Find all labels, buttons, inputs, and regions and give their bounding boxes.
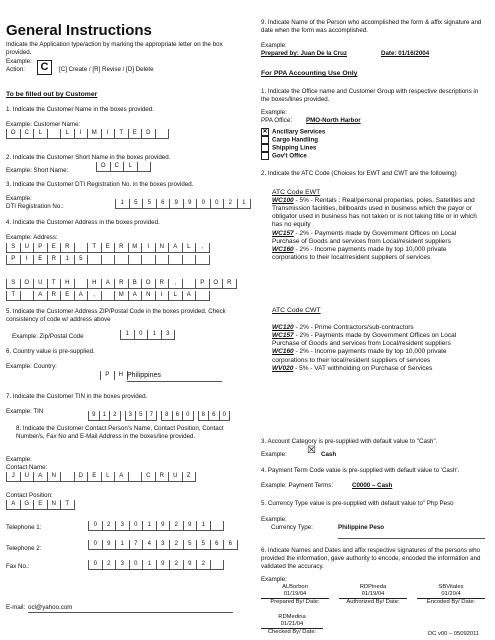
signature-date: 01/20/4	[417, 591, 485, 599]
ppa-step5: 5. Currency Type value is pre-supplied with default value to" Php Peso	[261, 500, 454, 507]
atc-code-item	[272, 324, 484, 332]
char-box: ,	[196, 243, 210, 252]
char-box: 9	[170, 199, 184, 208]
atc-description: - 5% - VAT withholding on Purchase of Services	[293, 364, 433, 372]
char-box: A	[34, 472, 48, 481]
char-box: S	[6, 279, 21, 288]
country-code-boxes	[100, 371, 128, 380]
atc-description: - 2% - Income payments made by top 10,000 private corporations to their local/resident suppliers of services	[272, 348, 447, 364]
char-box: A	[115, 472, 129, 481]
char-box: 3	[162, 330, 176, 339]
char-box: 9	[103, 540, 117, 549]
atc-description: - 2% - Prime Contractors/sub-contractors	[293, 324, 414, 331]
char-box	[156, 129, 170, 138]
char-box: T	[115, 129, 129, 138]
atc-code: WV020	[272, 364, 294, 372]
char-box: R	[156, 279, 170, 288]
char-box: C	[111, 162, 125, 171]
char-box	[115, 255, 129, 264]
char-box: O	[210, 279, 224, 288]
atc-code-item	[272, 365, 484, 373]
char-box: E	[88, 472, 102, 481]
char-box: A	[34, 291, 48, 300]
char-box: 3	[116, 521, 130, 530]
tin-boxes	[88, 411, 230, 421]
step6-text: 6. Country value is pre-supplied.	[6, 348, 95, 355]
char-box: U	[169, 472, 183, 481]
ppa-step4: 4. Payment Term Code value is pre-supplied with default value to 'Cash'.	[261, 467, 460, 474]
step8-example: Example:	[6, 456, 32, 463]
char-box	[75, 279, 89, 288]
ppa-step5-value: Philippine Peso	[338, 524, 485, 539]
char-box: 1	[120, 330, 135, 339]
atc-code-item	[272, 332, 484, 348]
char-box: R	[48, 291, 62, 300]
char-box: A	[6, 500, 21, 509]
step9-prepared: Prepared by: Juan De la Cruz	[261, 50, 347, 57]
dti-boxes	[115, 199, 251, 209]
signature-role: Prepared By/ Date:	[270, 599, 320, 606]
char-box	[138, 162, 152, 171]
ppa-office-label: PPA Office:	[261, 117, 293, 124]
step6-label: Example: Country:	[6, 363, 57, 370]
customer-group-label: Shipping Lines	[272, 144, 317, 152]
signature-date: 01/21/04	[261, 621, 323, 629]
ppa-heading: For PPA Accounting Use Only	[261, 70, 358, 77]
step7-label: Example: TIN	[6, 408, 44, 415]
char-box	[196, 291, 210, 300]
char-box: P	[100, 371, 115, 380]
char-box: 0	[183, 411, 194, 420]
signature-role: Encoded By/ Date:	[426, 599, 476, 606]
char-box: 6	[157, 199, 171, 208]
char-box: L	[61, 129, 75, 138]
atc-code-item	[272, 348, 484, 364]
char-box: N	[48, 472, 62, 481]
char-box: A	[75, 291, 89, 300]
char-box: L	[34, 129, 48, 138]
char-box: O	[96, 162, 111, 171]
ppa-step4-value: C0000 – Cash	[352, 482, 393, 489]
char-box	[169, 255, 183, 264]
ppa-step6-example: Example:	[261, 576, 287, 583]
char-box: R	[223, 279, 237, 288]
char-box: 7	[147, 411, 158, 420]
char-box: 8	[161, 411, 173, 420]
atc-code: WC100	[272, 197, 294, 204]
char-box: U	[34, 279, 48, 288]
customer-group-label: Gov't Office	[272, 152, 307, 160]
char-box: 5	[184, 540, 198, 549]
char-box: 4	[143, 540, 157, 549]
char-box: 1	[143, 560, 157, 569]
char-box: 6	[211, 540, 225, 549]
signature-block	[339, 584, 407, 607]
customer-group-item	[261, 136, 325, 144]
char-box: 8	[198, 411, 210, 420]
address-row-3	[6, 279, 237, 289]
step7-text: 7. Indicate the Customer TIN in the boxes provided.	[6, 393, 148, 400]
char-box	[48, 129, 62, 138]
char-box: 3	[125, 411, 137, 420]
country-name: Philippines	[127, 372, 222, 382]
action-box: C	[37, 60, 52, 75]
char-box: 2	[224, 199, 238, 208]
tin-group	[161, 411, 194, 421]
step4-text: 4. Indicate the Customer Address in the boxes provided.	[6, 219, 160, 226]
ppa-step5-label: Currency Type:	[271, 524, 313, 531]
char-box: 5	[143, 199, 157, 208]
char-box: 1	[197, 521, 211, 530]
char-box	[61, 472, 75, 481]
cash-checkbox-icon: ☒	[307, 445, 316, 456]
char-box: 3	[157, 540, 171, 549]
tin-group	[88, 411, 121, 421]
char-box: 9	[157, 521, 171, 530]
char-box	[129, 255, 143, 264]
document-code: DC v00 – 05092011	[428, 631, 480, 637]
char-box: 1	[100, 411, 111, 420]
char-box: P	[6, 255, 21, 264]
char-box: 0	[88, 521, 103, 530]
contact-position-label: Contact Position:	[6, 492, 53, 499]
char-box: A	[169, 243, 183, 252]
char-box: T	[6, 291, 21, 300]
signature-date: 01/19/04	[261, 591, 329, 599]
telephone2-label: Telephone 2:	[6, 545, 42, 552]
char-box: O	[21, 279, 35, 288]
char-box: 0	[135, 330, 149, 339]
char-box: U	[21, 243, 35, 252]
address-row-1	[6, 243, 210, 253]
char-box: N	[142, 291, 156, 300]
zip-boxes	[120, 330, 175, 340]
telephone1-boxes	[88, 521, 224, 531]
customer-group-item	[261, 144, 325, 152]
step3-label2: DTI Registration No.:	[6, 203, 64, 210]
char-box: 9	[157, 560, 171, 569]
char-box: 2	[170, 521, 184, 530]
char-box	[142, 255, 156, 264]
signature-name: ALBorbon	[282, 584, 308, 590]
ppa-office-value: PMO-North Harbor	[306, 117, 361, 124]
ppa-step3-example: Example:	[261, 451, 287, 458]
ewt-list	[272, 197, 484, 262]
signature-role: Authorized By/ Date:	[346, 599, 400, 606]
customer-name-boxes	[6, 129, 169, 139]
char-box: C	[142, 472, 156, 481]
customer-heading: To be filled out by Customer	[6, 91, 98, 98]
char-box: I	[102, 129, 116, 138]
step4-label: Example: Address:	[6, 234, 58, 241]
char-box: ,	[169, 279, 183, 288]
ppa-step1: 1. Indicate the Office name and Customer Group with respective descriptions in the boxes/lines provided.	[261, 88, 479, 103]
char-box: M	[129, 243, 143, 252]
atc-code: WC120	[272, 324, 294, 331]
fax-boxes	[88, 560, 224, 570]
char-box: 0	[130, 560, 144, 569]
char-box: 9	[88, 411, 100, 420]
char-box: T	[88, 243, 102, 252]
step9-example: Example:	[261, 42, 287, 49]
signature-name: RDMedina	[278, 614, 306, 620]
char-box: P	[34, 243, 48, 252]
char-box: E	[129, 129, 143, 138]
char-box: 1	[143, 521, 157, 530]
char-box: T	[61, 500, 75, 509]
atc-code: WC157	[272, 332, 294, 340]
step1-text: 1. Indicate the Customer Name in the boxes provided.	[6, 106, 154, 113]
signature-checked	[261, 614, 323, 637]
char-box	[88, 255, 102, 264]
char-box: O	[142, 279, 156, 288]
ewt-heading: ATC Code EWT	[272, 189, 321, 196]
customer-group-item	[261, 152, 325, 160]
customer-group-list	[261, 128, 325, 160]
customer-group-item	[261, 128, 325, 136]
char-box: R	[115, 279, 129, 288]
tin-group	[198, 411, 231, 421]
email-value: ocl@yahoo.com	[28, 604, 233, 613]
step5-text: 5. Indicate the Customer Address ZIP/Postal Code in the boxes provided. Check consistency of code w/ address above	[6, 308, 226, 323]
char-box	[156, 255, 170, 264]
fax-label: Fax No.:	[6, 563, 30, 570]
char-box: R	[48, 255, 62, 264]
char-box: 0	[130, 521, 144, 530]
ppa-step6: 6. Indicate Names and Dates and affix respective signatures of the persons who provided the information, gave authority to encode, encoded the information and validated the accuracy.	[261, 547, 481, 570]
ppa-step3: 3. Account Category is pre-supplied with default value to "Cash".	[261, 438, 438, 445]
customer-group-label: Ancillary Services	[272, 128, 326, 136]
char-box: 0	[88, 540, 103, 549]
step9-text: 9. Indicate Name of the Person who accomplished the form & affix signature and date when the form was accomplished.	[261, 19, 482, 34]
char-box: C	[21, 129, 35, 138]
char-box: M	[115, 291, 129, 300]
signature-block	[417, 584, 485, 607]
example-label: Example:	[6, 58, 32, 65]
atc-code: WC160	[272, 348, 294, 356]
char-box	[196, 255, 210, 264]
signature-row	[261, 584, 485, 607]
char-box: 2	[103, 521, 117, 530]
step5-label: Example: Zip/Postal Code	[12, 333, 84, 340]
char-box: L	[169, 291, 183, 300]
address-row-2	[6, 255, 210, 265]
char-box: D	[142, 129, 156, 138]
char-box: I	[142, 243, 156, 252]
step1-example: Example: Customer Name:	[6, 121, 81, 128]
char-box: S	[6, 243, 21, 252]
char-box: 5	[197, 540, 211, 549]
char-box	[21, 291, 35, 300]
char-box: 1	[238, 199, 252, 208]
tin-group	[125, 411, 158, 421]
cwt-list	[272, 324, 484, 373]
char-box: 5	[130, 199, 144, 208]
char-box: A	[129, 291, 143, 300]
ppa-step4-example: Example: Payment Terms:	[261, 482, 334, 489]
char-box: E	[102, 243, 116, 252]
atc-code: WC160	[272, 245, 294, 253]
email-label: E-mail:	[6, 604, 26, 611]
ppa-step5-example: Example:	[261, 516, 287, 523]
char-box	[102, 255, 116, 264]
char-box: U	[21, 472, 35, 481]
char-box	[102, 291, 116, 300]
char-box: B	[129, 279, 143, 288]
char-box: R	[61, 243, 75, 252]
char-box: N	[156, 243, 170, 252]
atc-code-item	[272, 197, 484, 230]
empty-box-icon	[261, 136, 269, 144]
char-box: M	[88, 129, 102, 138]
char-box: D	[75, 472, 89, 481]
char-box: 2	[170, 540, 184, 549]
char-box: 7	[130, 540, 144, 549]
char-box: 0	[197, 199, 211, 208]
char-box	[211, 521, 225, 530]
char-box: 6	[209, 411, 220, 420]
char-box	[183, 255, 197, 264]
char-box: H	[115, 371, 129, 380]
char-box: E	[34, 255, 48, 264]
char-box: 2	[170, 560, 184, 569]
char-box: L	[183, 243, 197, 252]
contact-name-boxes	[6, 472, 196, 482]
step8-text: 8. Indicate the Customer Contact Person's Name, Contact Position, Contact Number/s, Fax No and E-Mail Address in the boxes/line provided.	[16, 425, 224, 440]
signature-block	[261, 584, 329, 607]
char-box: L	[124, 162, 138, 171]
ppa-step2: 2. Indicate the ATC Code (Choices for EWT and CWT are the following)	[261, 170, 457, 177]
char-box: 2	[103, 560, 117, 569]
char-box: A	[183, 291, 197, 300]
char-box: I	[156, 291, 170, 300]
char-box: 3	[116, 560, 130, 569]
char-box: 0	[88, 560, 103, 569]
telephone2-boxes	[88, 540, 238, 550]
step2-label: Example: Short Name:	[6, 167, 69, 174]
char-box: I	[21, 255, 35, 264]
char-box: J	[6, 472, 21, 481]
checked-box-icon: ✕	[262, 129, 268, 135]
step3-label1: Example:	[6, 195, 32, 202]
telephone1-label: Telephone 1:	[6, 524, 42, 531]
char-box: E	[48, 243, 62, 252]
char-box	[183, 279, 197, 288]
atc-code-item	[272, 246, 484, 262]
char-box: 1	[148, 330, 162, 339]
char-box: 5	[75, 255, 89, 264]
char-box: Z	[183, 472, 197, 481]
signature-role: Checked By/ Date:	[267, 629, 317, 636]
ppa-step1-example: Example:	[261, 109, 287, 116]
action-label: Action:	[6, 66, 25, 73]
char-box	[129, 472, 143, 481]
char-box: 6	[224, 540, 238, 549]
char-box: A	[102, 279, 116, 288]
atc-description: - 2% - Payments made by Government Offices on Local Purchase of Goods and services from Local/resident suppliers	[272, 229, 457, 245]
char-box: 9	[184, 521, 198, 530]
char-box: H	[88, 279, 102, 288]
contact-position-boxes	[6, 500, 75, 510]
atc-description: - 2% - Income payments made by top 10,000 private corporations to their local/resident suppliers of services	[272, 245, 447, 261]
char-box	[75, 243, 89, 252]
atc-description: - 5% - Rentals : Real/personal properties, poles, Satellites and Transmission facilities, billboards used in business which the payor or obligator used in business has not taken or is not taking title or in which has no equity	[272, 197, 477, 229]
char-box: 1	[61, 255, 75, 264]
signature-name: SBVitales	[438, 584, 464, 590]
char-box: R	[156, 472, 170, 481]
char-box: O	[6, 129, 21, 138]
step2-text: 2. Indicate the Customer Short Name in the boxes provided.	[6, 154, 171, 161]
char-box: N	[48, 500, 62, 509]
atc-code-item	[272, 230, 484, 246]
char-box: H	[61, 279, 75, 288]
empty-box-icon	[261, 152, 269, 160]
char-box: 0	[211, 199, 225, 208]
char-box	[211, 560, 225, 569]
empty-box-icon	[261, 144, 269, 152]
char-box: 5	[136, 411, 147, 420]
signature-date: 01/19/04	[339, 591, 407, 599]
intro-text: Indicate the Application type/action by marking the appropriate letter on the box provided.	[6, 41, 223, 56]
char-box: 2	[197, 560, 211, 569]
char-box: 2	[110, 411, 121, 420]
atc-code: WC157	[272, 229, 294, 237]
char-box: 9	[184, 560, 198, 569]
char-box: R	[115, 243, 129, 252]
char-box: E	[34, 500, 48, 509]
char-box: 0	[220, 411, 231, 420]
atc-description: - 2% - Payments made by Government Offices on Local Purchase of Goods and services from Local/resident suppliers	[272, 332, 457, 348]
cwt-heading: ATC Code CWT	[272, 307, 321, 314]
signature-name: RDPineda	[359, 584, 387, 590]
char-box: P	[196, 279, 210, 288]
step3-text: 3. Indicate the Customer DTI Registration No. in the boxes provided.	[6, 181, 194, 188]
char-box: T	[48, 279, 62, 288]
char-box: G	[21, 500, 35, 509]
char-box: 9	[184, 199, 198, 208]
char-box: L	[102, 472, 116, 481]
contact-name-label: Contact Name:	[6, 464, 48, 471]
ppa-step3-value: Cash	[321, 451, 337, 458]
char-box: 1	[116, 540, 130, 549]
char-box: I	[75, 129, 89, 138]
char-box: ,	[88, 291, 102, 300]
char-box: E	[61, 291, 75, 300]
char-box: 1	[115, 199, 130, 208]
customer-group-label: Cargo Handling	[272, 136, 319, 144]
short-name-boxes	[96, 162, 151, 172]
action-legend: [C] Create / [R] Revise / [D] Delete	[59, 66, 154, 73]
address-row-4	[6, 291, 210, 301]
char-box: 6	[173, 411, 184, 420]
step9-date: Date: 01/16/2004	[381, 50, 430, 57]
page-title: General Instructions	[6, 22, 152, 39]
